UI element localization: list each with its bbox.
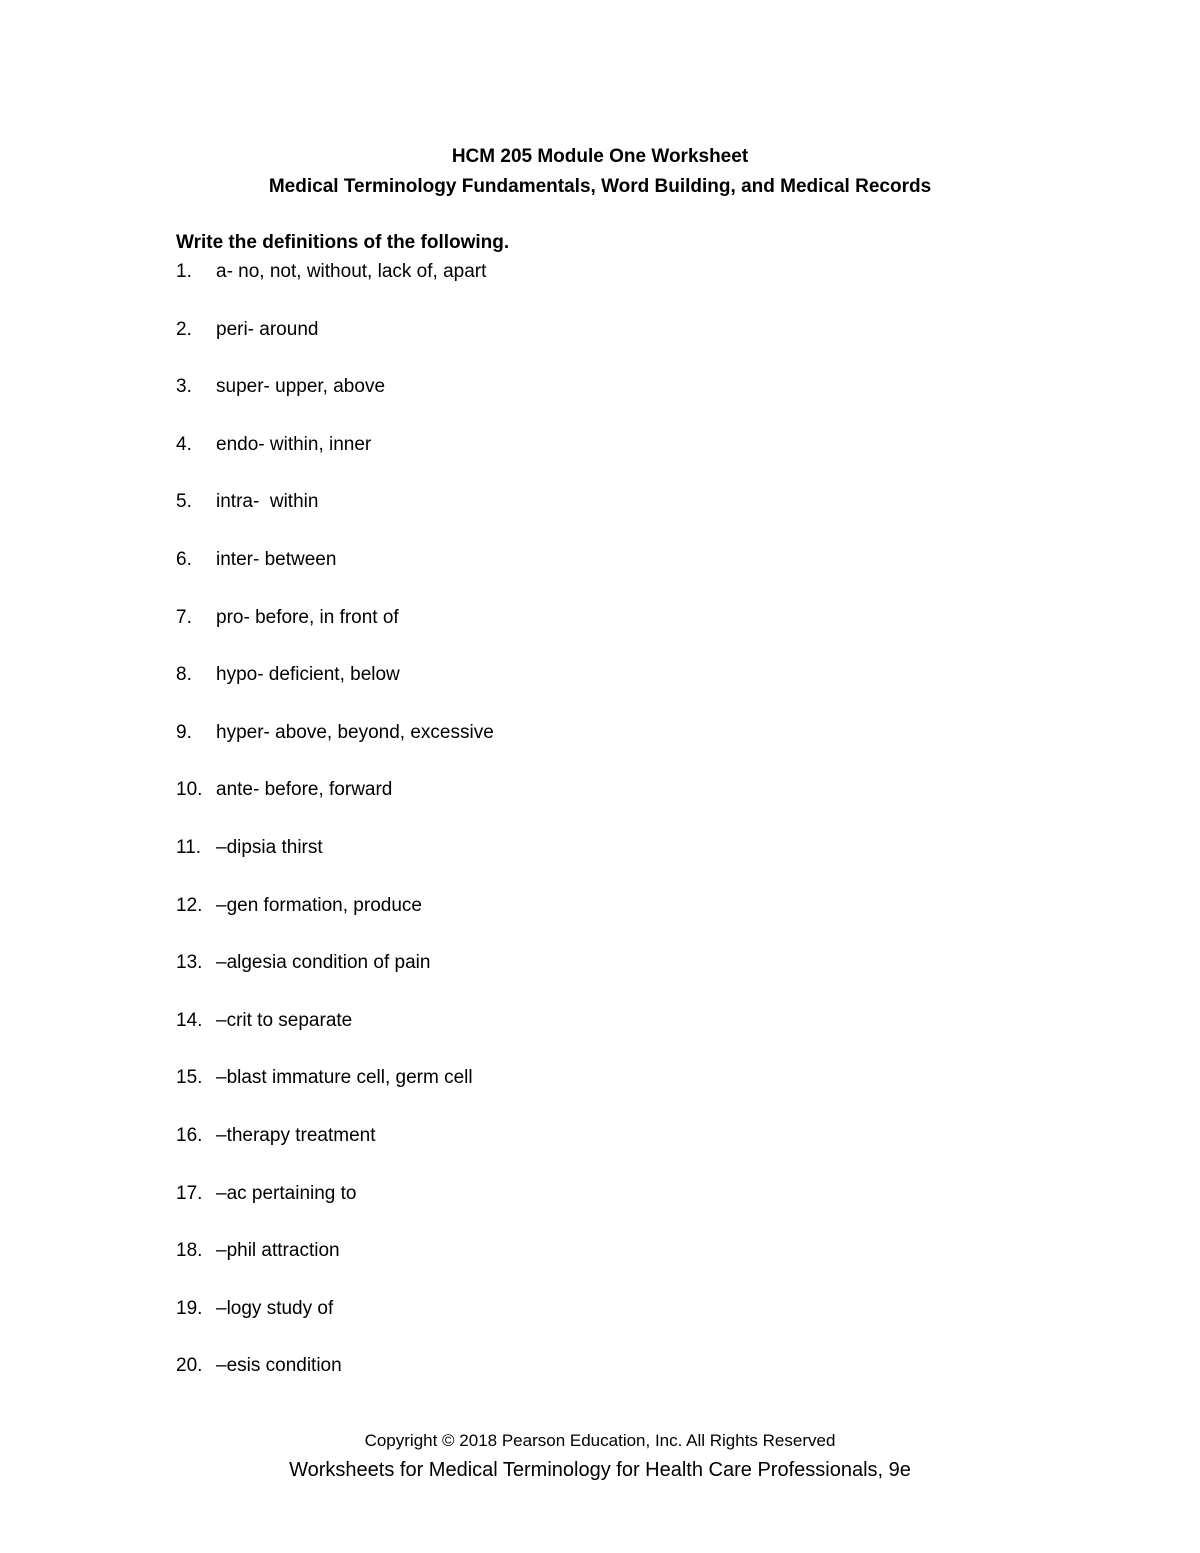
item-text: –dipsia thirst [216,836,323,858]
item-number: 20. [176,1355,203,1377]
item-text: –crit to separate [216,1009,353,1031]
item-number: 18. [176,1240,203,1262]
item-number: 19. [176,1297,203,1319]
item-text: –algesia condition of pain [216,952,431,974]
list-item [176,433,494,491]
item-number: 10. [176,779,203,801]
item-number: 3. [176,376,192,398]
item-text: ante- before, forward [216,779,393,801]
item-text: –gen formation, produce [216,894,422,916]
list-item [176,1297,494,1355]
book-title: Worksheets for Medical Terminology for Health Care Professionals, 9e [289,1459,911,1481]
item-number: 2. [176,318,192,340]
list-item [176,375,494,433]
list-item [176,1182,494,1240]
item-text: –logy study of [216,1297,334,1319]
list-item [176,778,494,836]
item-text: inter- between [216,548,337,570]
item-text: –blast immature cell, germ cell [216,1067,473,1089]
item-text: intra- within [216,491,319,513]
list-item [176,1066,494,1124]
item-number: 15. [176,1067,203,1089]
item-number: 6. [176,548,192,570]
list-item [176,606,494,664]
copyright-notice: Copyright © 2018 Pearson Education, Inc. All Rights Reserved [364,1431,836,1450]
item-number: 1. [176,261,192,282]
item-text: pro- before, in front of [216,606,399,628]
list-item [176,836,494,894]
list-item [176,1239,494,1297]
list-item [176,318,494,376]
item-text: super- upper, above [216,376,386,398]
list-item [176,663,494,721]
list-item [176,1124,494,1182]
list-item [176,1354,494,1412]
item-number: 12. [176,894,203,916]
item-text: hyper- above, beyond, excessive [216,721,494,743]
item-number: 8. [176,664,192,686]
item-number: 7. [176,606,192,628]
item-text: hypo- deficient, below [216,664,400,686]
item-text: –ac pertaining to [216,1182,357,1204]
item-number: 16. [176,1124,203,1146]
item-text: endo- within, inner [216,433,372,455]
item-number: 11. [176,836,202,858]
item-number: 9. [176,721,192,743]
list-item [176,721,494,779]
item-number: 13. [176,952,203,974]
list-item [176,490,494,548]
item-text: a- no, not, without, lack of, apart [216,261,487,282]
item-text: –phil attraction [216,1240,340,1262]
item-number: 17. [176,1182,203,1204]
item-text: –esis condition [216,1355,342,1377]
instructions: Write the definitions of the following. [176,232,510,253]
item-text: peri- around [216,318,319,340]
item-number: 5. [176,491,192,513]
list-item [176,894,494,952]
list-item [176,260,494,318]
list-item [176,1009,494,1067]
definition-list [176,260,494,1412]
item-number: 4. [176,433,192,455]
page-subtitle: Medical Terminology Fundamentals, Word Building, and Medical Records [268,176,932,197]
page-title: HCM 205 Module One Worksheet [451,146,749,167]
item-number: 14. [176,1009,203,1031]
item-text: –therapy treatment [216,1124,376,1146]
list-item [176,548,494,606]
list-item [176,951,494,1009]
